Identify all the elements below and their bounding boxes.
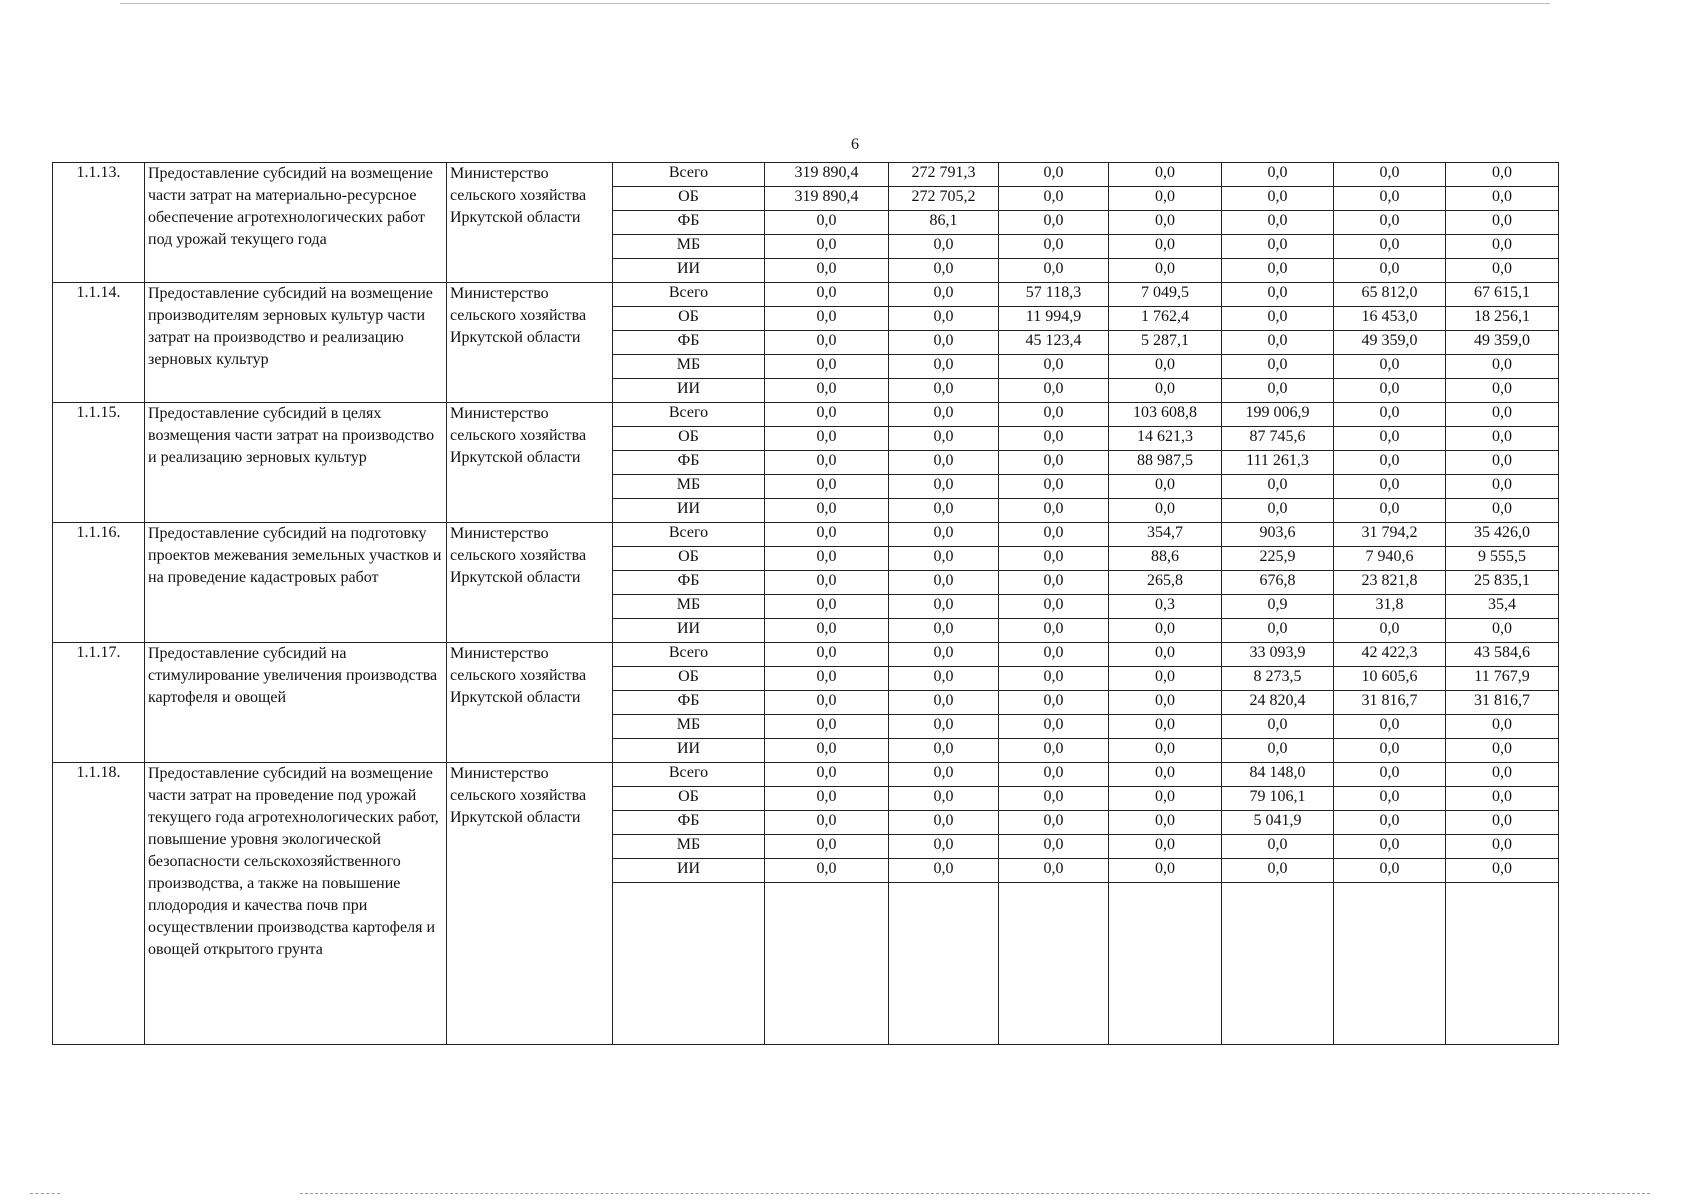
table-row [53, 643, 1559, 667]
amount-cell: 0,0 [1222, 499, 1334, 523]
amount-cell: 0,0 [765, 283, 889, 307]
amount-cell: 0,0 [889, 859, 999, 883]
amount-cell: 0,0 [889, 619, 999, 643]
amount-cell: 0,0 [765, 787, 889, 811]
amount-cell: 0,0 [765, 355, 889, 379]
item-code: 1.1.14. [53, 283, 145, 403]
amount-cell: 31,8 [1334, 595, 1446, 619]
amount-cell: 0,0 [765, 307, 889, 331]
amount-cell: 49 359,0 [1334, 331, 1446, 355]
amount-cell: 0,0 [765, 379, 889, 403]
amount-cell: 0,0 [889, 499, 999, 523]
funding-source: МБ [613, 475, 765, 499]
amount-cell: 0,0 [889, 475, 999, 499]
amount-cell: 0,0 [999, 787, 1109, 811]
funding-source: Всего [613, 163, 765, 187]
amount-cell: 0,0 [1109, 787, 1222, 811]
amount-cell: 0,0 [1109, 355, 1222, 379]
funding-source: Всего [613, 763, 765, 787]
amount-cell: 0,0 [1222, 307, 1334, 331]
responsible-organization: Министерство сельского хозяйства Иркутской области [447, 763, 613, 1045]
table-row [53, 403, 1559, 427]
amount-cell: 0,0 [1222, 379, 1334, 403]
amount-cell: 18 256,1 [1446, 307, 1559, 331]
funding-source: ОБ [613, 187, 765, 211]
amount-cell: 35 426,0 [1446, 523, 1559, 547]
amount-cell: 42 422,3 [1334, 643, 1446, 667]
amount-cell: 0,0 [999, 379, 1109, 403]
item-description: Предоставление субсидий на подготовку проектов межевания земельных участков и на проведение кадастровых работ [145, 523, 447, 643]
amount-cell: 272 791,3 [889, 163, 999, 187]
amount-cell: 1 762,4 [1109, 307, 1222, 331]
responsible-organization: Министерство сельского хозяйства Иркутской области [447, 643, 613, 763]
amount-cell: 0,0 [1109, 259, 1222, 283]
amount-cell: 0,0 [889, 835, 999, 859]
amount-cell: 0,0 [1446, 259, 1559, 283]
amount-cell: 0,0 [1222, 859, 1334, 883]
amount-cell: 0,0 [1109, 235, 1222, 259]
amount-cell: 31 816,7 [1334, 691, 1446, 715]
amount-cell: 0,0 [999, 667, 1109, 691]
amount-cell: 0,0 [765, 835, 889, 859]
amount-cell: 0,0 [1334, 163, 1446, 187]
funding-source: Всего [613, 523, 765, 547]
item-code: 1.1.13. [53, 163, 145, 283]
amount-cell: 0,0 [1109, 763, 1222, 787]
amount-cell: 0,0 [1334, 835, 1446, 859]
amount-cell: 0,0 [1446, 187, 1559, 211]
amount-cell: 0,0 [1446, 427, 1559, 451]
amount-cell: 225,9 [1222, 547, 1334, 571]
amount-cell: 0,0 [765, 739, 889, 763]
amount-cell: 0,0 [1222, 715, 1334, 739]
amount-cell: 0,0 [1334, 619, 1446, 643]
responsible-organization: Министерство сельского хозяйства Иркутской области [447, 163, 613, 283]
amount-cell: 0,0 [889, 451, 999, 475]
amount-cell: 10 605,6 [1334, 667, 1446, 691]
amount-cell: 65 812,0 [1334, 283, 1446, 307]
amount-cell: 0,0 [1334, 427, 1446, 451]
amount-cell: 5 041,9 [1222, 811, 1334, 835]
funding-source: МБ [613, 235, 765, 259]
amount-cell: 0,0 [1446, 859, 1559, 883]
funding-source: ОБ [613, 667, 765, 691]
amount-cell: 0,0 [1446, 211, 1559, 235]
item-code: 1.1.17. [53, 643, 145, 763]
funding-source: ИИ [613, 499, 765, 523]
amount-cell: 0,0 [889, 715, 999, 739]
funding-source: ФБ [613, 691, 765, 715]
amount-cell: 0,0 [1109, 835, 1222, 859]
amount-cell: 0,0 [1334, 811, 1446, 835]
amount-cell: 0,0 [1446, 355, 1559, 379]
amount-cell: 0,0 [765, 259, 889, 283]
table-row [53, 163, 1559, 187]
amount-cell: 0,0 [999, 427, 1109, 451]
amount-cell: 0,0 [765, 667, 889, 691]
amount-cell: 0,0 [1334, 499, 1446, 523]
amount-cell: 43 584,6 [1446, 643, 1559, 667]
amount-cell: 0,0 [1446, 403, 1559, 427]
amount-cell: 88,6 [1109, 547, 1222, 571]
table-body [53, 163, 1559, 1045]
amount-cell: 0,0 [999, 739, 1109, 763]
amount-cell: 86,1 [889, 211, 999, 235]
amount-cell: 0,0 [889, 331, 999, 355]
amount-cell: 8 273,5 [1222, 667, 1334, 691]
amount-cell: 0,0 [889, 643, 999, 667]
amount-cell: 0,0 [999, 163, 1109, 187]
funding-source: ИИ [613, 619, 765, 643]
amount-cell: 0,0 [999, 259, 1109, 283]
amount-cell: 0,0 [765, 619, 889, 643]
amount-cell: 0,0 [999, 499, 1109, 523]
amount-cell: 103 608,8 [1109, 403, 1222, 427]
amount-cell: 0,0 [1334, 859, 1446, 883]
funding-source: ФБ [613, 571, 765, 595]
amount-cell: 0,9 [1222, 595, 1334, 619]
amount-cell: 0,0 [999, 211, 1109, 235]
funding-source: ИИ [613, 859, 765, 883]
amount-cell: 0,0 [1109, 475, 1222, 499]
amount-cell: 0,0 [1334, 739, 1446, 763]
amount-cell: 0,0 [765, 547, 889, 571]
amount-cell: 0,0 [999, 619, 1109, 643]
funding-source: ИИ [613, 739, 765, 763]
amount-cell: 0,0 [1446, 475, 1559, 499]
amount-cell: 0,0 [1109, 715, 1222, 739]
amount-cell: 0,0 [765, 427, 889, 451]
funding-source: ОБ [613, 427, 765, 451]
amount-cell: 0,0 [1446, 835, 1559, 859]
amount-cell: 0,0 [1109, 691, 1222, 715]
amount-cell: 0,0 [765, 643, 889, 667]
amount-cell: 0,0 [999, 403, 1109, 427]
scan-artifact-top [120, 3, 1550, 4]
item-code: 1.1.16. [53, 523, 145, 643]
amount-cell: 0,0 [999, 763, 1109, 787]
amount-cell: 0,0 [1222, 259, 1334, 283]
amount-cell: 0,0 [1334, 235, 1446, 259]
amount-cell: 0,0 [889, 811, 999, 835]
amount-cell: 7 049,5 [1109, 283, 1222, 307]
amount-cell: 79 106,1 [1222, 787, 1334, 811]
amount-cell: 0,0 [1446, 811, 1559, 835]
amount-cell: 0,0 [889, 523, 999, 547]
amount-cell: 0,0 [1334, 403, 1446, 427]
scan-artifact-bottom [300, 1193, 1650, 1195]
amount-cell: 24 820,4 [1222, 691, 1334, 715]
funding-source: ФБ [613, 451, 765, 475]
amount-cell: 0,0 [1446, 619, 1559, 643]
amount-cell: 23 821,8 [1334, 571, 1446, 595]
amount-cell: 0,0 [765, 451, 889, 475]
amount-cell: 0,0 [999, 811, 1109, 835]
amount-cell: 0,0 [889, 667, 999, 691]
amount-cell: 0,0 [1222, 619, 1334, 643]
amount-cell: 0,0 [765, 715, 889, 739]
amount-cell: 0,0 [999, 859, 1109, 883]
amount-cell: 0,0 [889, 403, 999, 427]
amount-cell: 0,0 [1222, 283, 1334, 307]
amount-cell: 319 890,4 [765, 163, 889, 187]
amount-cell: 0,0 [889, 427, 999, 451]
amount-cell: 0,0 [1222, 355, 1334, 379]
funding-source: МБ [613, 595, 765, 619]
amount-cell: 0,0 [1222, 475, 1334, 499]
amount-cell: 0,0 [1109, 619, 1222, 643]
funding-source: ФБ [613, 211, 765, 235]
item-description: Предоставление субсидий на возмещение части затрат на проведение под урожай текущего года агротехнологических работ, повышение уровня экологической безопасности сельскохозяйственного производства, а также на повышение плодородия и качества почв при осуществлении производства картофеля и овощей открытого грунта [145, 763, 447, 1045]
amount-cell: 265,8 [1109, 571, 1222, 595]
amount-cell: 0,0 [1222, 331, 1334, 355]
amount-cell: 0,0 [765, 691, 889, 715]
amount-cell: 88 987,5 [1109, 451, 1222, 475]
table-row [53, 283, 1559, 307]
empty-cell [999, 883, 1109, 1045]
amount-cell: 0,0 [889, 307, 999, 331]
amount-cell: 49 359,0 [1446, 331, 1559, 355]
amount-cell: 25 835,1 [1446, 571, 1559, 595]
amount-cell: 31 794,2 [1334, 523, 1446, 547]
amount-cell: 0,0 [1109, 739, 1222, 763]
amount-cell: 67 615,1 [1446, 283, 1559, 307]
funding-source: ОБ [613, 547, 765, 571]
amount-cell: 57 118,3 [999, 283, 1109, 307]
amount-cell: 0,0 [1446, 499, 1559, 523]
amount-cell: 0,0 [1334, 211, 1446, 235]
amount-cell: 9 555,5 [1446, 547, 1559, 571]
amount-cell: 354,7 [1109, 523, 1222, 547]
item-description: Предоставление субсидий на возмещение части затрат на материально-ресурсное обеспечение агротехнологических работ под урожай текущего года [145, 163, 447, 283]
amount-cell: 319 890,4 [765, 187, 889, 211]
amount-cell: 0,0 [1446, 715, 1559, 739]
amount-cell: 0,0 [1446, 451, 1559, 475]
amount-cell: 0,0 [999, 691, 1109, 715]
item-code: 1.1.18. [53, 763, 145, 1045]
scan-artifact-bottom-left [30, 1193, 60, 1195]
amount-cell: 87 745,6 [1222, 427, 1334, 451]
amount-cell: 0,0 [1334, 787, 1446, 811]
amount-cell: 676,8 [1222, 571, 1334, 595]
empty-cell [1222, 883, 1334, 1045]
funding-source: ФБ [613, 811, 765, 835]
amount-cell: 35,4 [1446, 595, 1559, 619]
amount-cell: 0,0 [889, 571, 999, 595]
amount-cell: 0,0 [999, 571, 1109, 595]
amount-cell: 0,0 [1109, 379, 1222, 403]
amount-cell: 0,3 [1109, 595, 1222, 619]
funding-source: ОБ [613, 307, 765, 331]
amount-cell: 0,0 [765, 211, 889, 235]
funding-source: Всего [613, 643, 765, 667]
amount-cell: 0,0 [999, 451, 1109, 475]
amount-cell: 84 148,0 [1222, 763, 1334, 787]
funding-source: Всего [613, 283, 765, 307]
amount-cell: 903,6 [1222, 523, 1334, 547]
amount-cell: 0,0 [1334, 715, 1446, 739]
amount-cell: 199 006,9 [1222, 403, 1334, 427]
amount-cell: 0,0 [1222, 235, 1334, 259]
funding-source: ИИ [613, 379, 765, 403]
responsible-organization: Министерство сельского хозяйства Иркутской области [447, 403, 613, 523]
amount-cell: 0,0 [1334, 379, 1446, 403]
amount-cell: 0,0 [999, 475, 1109, 499]
amount-cell: 0,0 [1222, 835, 1334, 859]
amount-cell: 0,0 [1109, 859, 1222, 883]
empty-cell [613, 883, 765, 1045]
amount-cell: 45 123,4 [999, 331, 1109, 355]
amount-cell: 0,0 [889, 379, 999, 403]
amount-cell: 0,0 [999, 523, 1109, 547]
amount-cell: 0,0 [889, 235, 999, 259]
amount-cell: 0,0 [1222, 739, 1334, 763]
amount-cell: 272 705,2 [889, 187, 999, 211]
amount-cell: 0,0 [999, 547, 1109, 571]
amount-cell: 0,0 [765, 499, 889, 523]
amount-cell: 0,0 [1109, 211, 1222, 235]
amount-cell: 0,0 [765, 571, 889, 595]
amount-cell: 0,0 [889, 259, 999, 283]
amount-cell: 0,0 [1109, 187, 1222, 211]
amount-cell: 0,0 [999, 835, 1109, 859]
amount-cell: 0,0 [1109, 811, 1222, 835]
table-row [53, 763, 1559, 787]
item-code: 1.1.15. [53, 403, 145, 523]
amount-cell: 0,0 [1109, 499, 1222, 523]
amount-cell: 0,0 [765, 235, 889, 259]
funding-source: МБ [613, 355, 765, 379]
table-row [53, 523, 1559, 547]
amount-cell: 0,0 [1222, 211, 1334, 235]
amount-cell: 0,0 [1334, 451, 1446, 475]
amount-cell: 0,0 [1109, 643, 1222, 667]
amount-cell: 111 261,3 [1222, 451, 1334, 475]
funding-source: ОБ [613, 787, 765, 811]
amount-cell: 0,0 [889, 283, 999, 307]
amount-cell: 5 287,1 [1109, 331, 1222, 355]
amount-cell: 0,0 [765, 859, 889, 883]
funding-source: Всего [613, 403, 765, 427]
item-description: Предоставление субсидий на стимулирование увеличения производства картофеля и овощей [145, 643, 447, 763]
amount-cell: 0,0 [889, 787, 999, 811]
amount-cell: 0,0 [765, 331, 889, 355]
amount-cell: 0,0 [1446, 787, 1559, 811]
amount-cell: 0,0 [999, 643, 1109, 667]
amount-cell: 0,0 [999, 715, 1109, 739]
amount-cell: 14 621,3 [1109, 427, 1222, 451]
amount-cell: 11 994,9 [999, 307, 1109, 331]
amount-cell: 0,0 [889, 595, 999, 619]
amount-cell: 33 093,9 [1222, 643, 1334, 667]
amount-cell: 0,0 [1334, 763, 1446, 787]
amount-cell: 0,0 [999, 595, 1109, 619]
empty-cell [889, 883, 999, 1045]
amount-cell: 31 816,7 [1446, 691, 1559, 715]
funding-source: ФБ [613, 331, 765, 355]
amount-cell: 0,0 [1446, 235, 1559, 259]
amount-cell: 0,0 [889, 547, 999, 571]
amount-cell: 0,0 [1109, 667, 1222, 691]
amount-cell: 0,0 [1334, 187, 1446, 211]
amount-cell: 0,0 [999, 187, 1109, 211]
amount-cell: 0,0 [1334, 259, 1446, 283]
amount-cell: 0,0 [765, 523, 889, 547]
amount-cell: 0,0 [765, 811, 889, 835]
empty-cell [1109, 883, 1222, 1045]
amount-cell: 0,0 [889, 763, 999, 787]
amount-cell: 0,0 [765, 403, 889, 427]
budget-table [52, 162, 1559, 1045]
funding-source: МБ [613, 715, 765, 739]
item-description: Предоставление субсидий в целях возмещения части затрат на производство и реализацию зерновых культур [145, 403, 447, 523]
empty-cell [1446, 883, 1559, 1045]
amount-cell: 0,0 [1446, 163, 1559, 187]
item-description: Предоставление субсидий на возмещение производителям зерновых культур части затрат на производство и реализацию зерновых культур [145, 283, 447, 403]
empty-cell [1334, 883, 1446, 1045]
amount-cell: 0,0 [1446, 379, 1559, 403]
page-number: 6 [851, 136, 859, 153]
amount-cell: 7 940,6 [1334, 547, 1446, 571]
amount-cell: 11 767,9 [1446, 667, 1559, 691]
amount-cell: 0,0 [1334, 355, 1446, 379]
amount-cell: 0,0 [889, 691, 999, 715]
amount-cell: 0,0 [1334, 475, 1446, 499]
amount-cell: 16 453,0 [1334, 307, 1446, 331]
amount-cell: 0,0 [1109, 163, 1222, 187]
amount-cell: 0,0 [999, 235, 1109, 259]
responsible-organization: Министерство сельского хозяйства Иркутской области [447, 523, 613, 643]
amount-cell: 0,0 [1222, 163, 1334, 187]
responsible-organization: Министерство сельского хозяйства Иркутской области [447, 283, 613, 403]
amount-cell: 0,0 [765, 763, 889, 787]
amount-cell: 0,0 [1222, 187, 1334, 211]
funding-source: ИИ [613, 259, 765, 283]
amount-cell: 0,0 [999, 355, 1109, 379]
amount-cell: 0,0 [765, 595, 889, 619]
funding-source: МБ [613, 835, 765, 859]
empty-cell [765, 883, 889, 1045]
amount-cell: 0,0 [765, 475, 889, 499]
amount-cell: 0,0 [1446, 739, 1559, 763]
amount-cell: 0,0 [889, 739, 999, 763]
amount-cell: 0,0 [1446, 763, 1559, 787]
amount-cell: 0,0 [889, 355, 999, 379]
